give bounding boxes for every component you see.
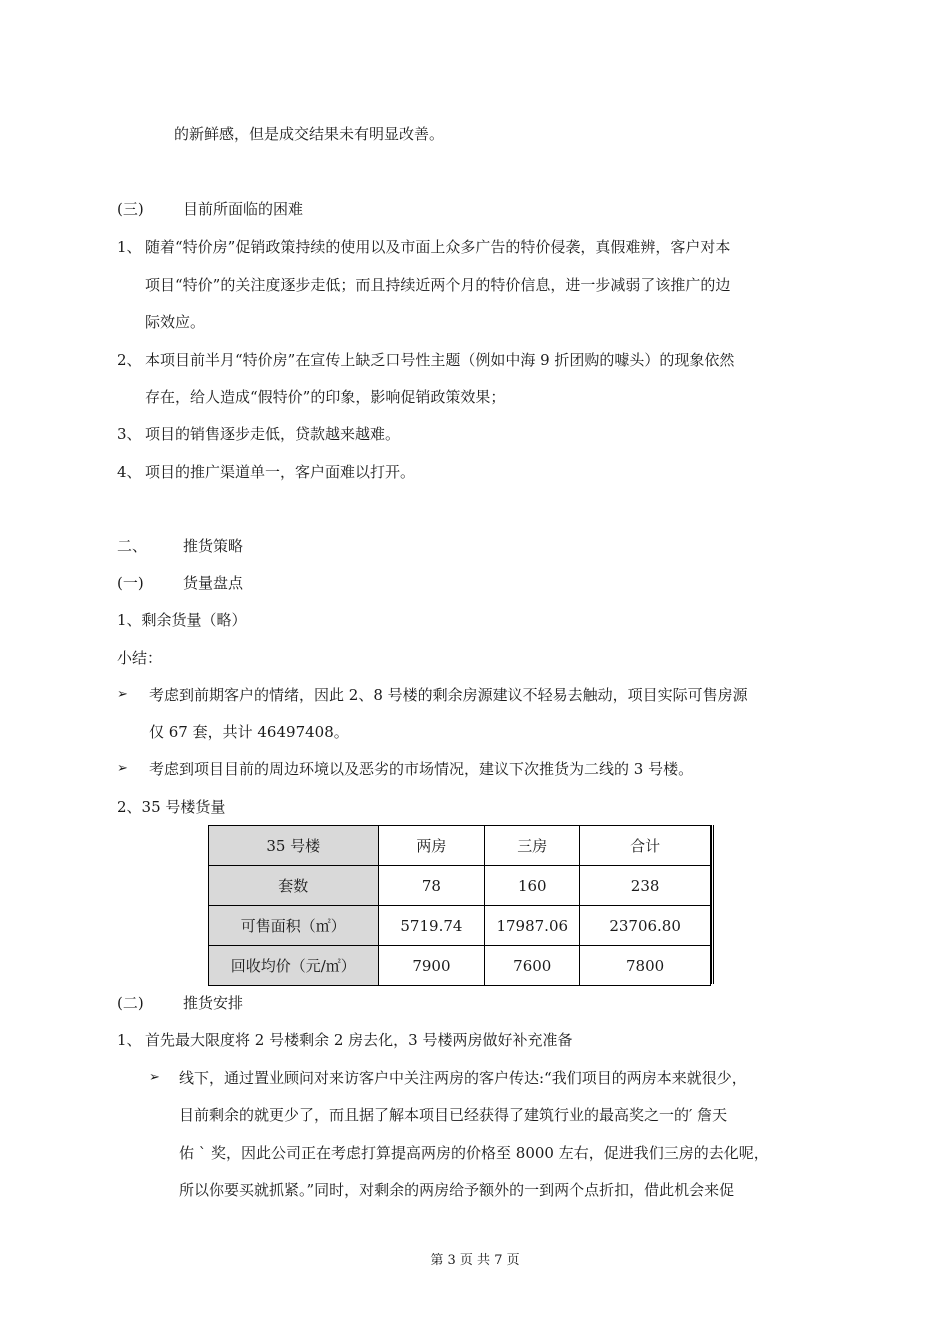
list-number: 3、 bbox=[117, 425, 142, 443]
section-number: (二) bbox=[117, 994, 144, 1012]
paragraph-line: 随着“特价房”促销政策持续的使用以及市面上众多广告的特价侵袭，真假难辨，客户对本 bbox=[145, 238, 731, 256]
table-row-label: 回收均价（元/㎡） bbox=[209, 946, 379, 986]
paragraph-line: 的新鲜感，但是成交结果未有明显改善。 bbox=[174, 125, 445, 143]
table-row-label: 套数 bbox=[209, 866, 379, 906]
paragraph-line: 目前剩余的就更少了，而且据了解本项目已经获得了建筑行业的最高奖之一的′ 詹天 bbox=[179, 1106, 728, 1124]
page-footer: 第 3 页 共 7 页 bbox=[430, 1253, 520, 1268]
table-header-cell: 两房 bbox=[378, 826, 485, 866]
paragraph-line: 线下，通过置业顾问对来访客户中关注两房的客户传达:“我们项目的两房本来就很少， bbox=[179, 1069, 747, 1087]
table-header-cell: 三房 bbox=[485, 826, 580, 866]
list-number: 4、 bbox=[117, 463, 142, 481]
section-heading: 货量盘点 bbox=[183, 574, 244, 592]
paragraph-line: 项目的推广渠道单一，客户面难以打开。 bbox=[145, 463, 416, 481]
paragraph-line: 仅 67 套，共计 46497408。 bbox=[149, 723, 349, 741]
bullet-arrow-icon: ➢ bbox=[117, 687, 128, 702]
paragraph-line: 考虑到项目目前的周边环境以及恶劣的市场情况，建议下次推货为二线的 3 号楼。 bbox=[149, 760, 694, 778]
bullet-arrow-icon: ➢ bbox=[149, 1070, 160, 1085]
bullet-arrow-icon: ➢ bbox=[117, 761, 128, 776]
list-number: 1、 bbox=[117, 1031, 142, 1049]
paragraph-line: 佑 ` 奖，因此公司正在考虑打算提高两房的价格至 8000 左右，促进我们三房的去化呢， bbox=[179, 1144, 769, 1162]
list-number: 1、 bbox=[117, 238, 142, 256]
table-cell: 238 bbox=[580, 866, 711, 906]
section-heading: 推货策略 bbox=[183, 537, 244, 555]
paragraph-line: 际效应。 bbox=[145, 313, 206, 331]
paragraph-line: 所以你要买就抓紧。”同时，对剩余的两房给予额外的一到两个点折扣，借此机会来促 bbox=[179, 1181, 735, 1199]
section-heading: 推货安排 bbox=[183, 994, 244, 1012]
section-number: 二、 bbox=[117, 537, 148, 555]
paragraph-line: 项目的销售逐步走低，贷款越来越难。 bbox=[145, 425, 401, 443]
building-35-stock-table bbox=[208, 825, 711, 986]
paragraph-line: 小结： bbox=[117, 649, 163, 667]
paragraph-line: 考虑到前期客户的情绪，因此 2、8 号楼的剩余房源建议不轻易去触动，项目实际可售房源 bbox=[149, 686, 748, 704]
table-row-label: 可售面积（㎡） bbox=[209, 906, 379, 946]
section-number: (一) bbox=[117, 574, 144, 592]
table-cell: 7800 bbox=[580, 946, 711, 986]
paragraph-line: 首先最大限度将 2 号楼剩余 2 房去化，3 号楼两房做好补充准备 bbox=[145, 1031, 573, 1049]
paragraph-line: 本项目前半月“特价房”在宣传上缺乏口号性主题（例如中海 9 折团购的噱头）的现象依然 bbox=[145, 351, 735, 369]
table-cell: 5719.74 bbox=[378, 906, 485, 946]
paragraph-line: 存在，给人造成“假特价”的印象，影响促销政策效果； bbox=[145, 388, 506, 406]
table-header-row bbox=[209, 826, 711, 866]
paragraph-line: 1、剩余货量（略） bbox=[117, 611, 247, 629]
table-double-border bbox=[711, 825, 714, 984]
table-cell: 78 bbox=[378, 866, 485, 906]
table-row bbox=[209, 946, 711, 986]
table-cell: 160 bbox=[485, 866, 580, 906]
table-row bbox=[209, 906, 711, 946]
table-cell: 17987.06 bbox=[485, 906, 580, 946]
table-header-cell: 35 号楼 bbox=[209, 826, 379, 866]
section-heading: 目前所面临的困难 bbox=[183, 200, 304, 218]
table-row bbox=[209, 866, 711, 906]
table-cell: 7900 bbox=[378, 946, 485, 986]
paragraph-line: 2、35 号楼货量 bbox=[117, 798, 226, 816]
paragraph-line: 项目“特价”的关注度逐步走低；而且持续近两个月的特价信息，进一步减弱了该推广的边 bbox=[145, 276, 731, 294]
table-cell: 23706.80 bbox=[580, 906, 711, 946]
table-cell: 7600 bbox=[485, 946, 580, 986]
list-number: 2、 bbox=[117, 351, 142, 369]
section-number: (三) bbox=[117, 200, 144, 218]
table-header-cell: 合计 bbox=[580, 826, 711, 866]
